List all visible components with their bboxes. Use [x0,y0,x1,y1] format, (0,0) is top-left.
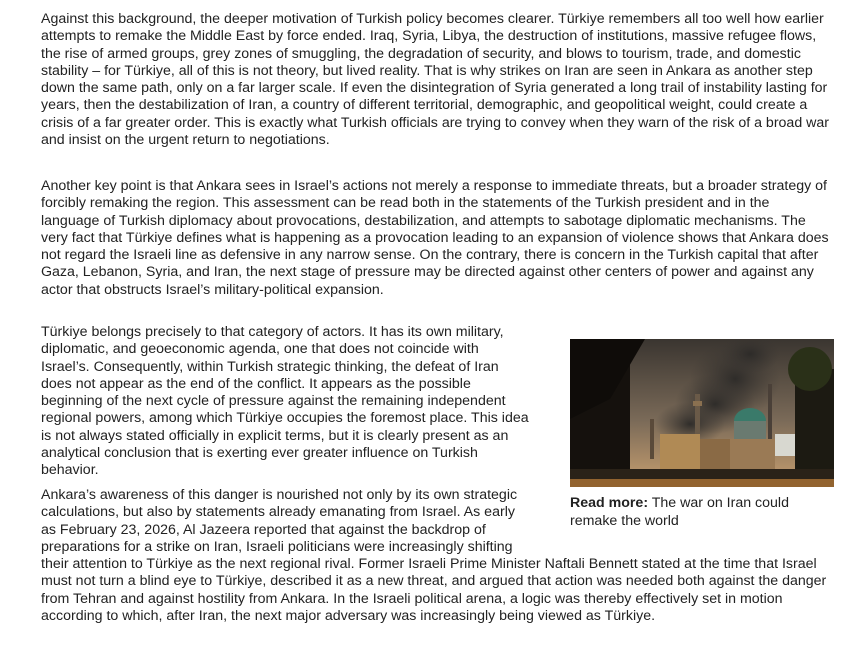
read-more-caption[interactable] [570,494,834,530]
paragraph: Against this background, the deeper motivation of Turkish policy becomes clearer. Türkiye remembers all too well how earlier attempts to remake the Middle East by force ended. Iraq, Syria, Libya, the destruction of institutions, massive refugee flows, the rise of armed groups, grey zones of smuggling, the degradation of security, and blows to tourism, trade, and domestic stability – for Türkiye, all of this is not theory, but lived reality. That is why strikes on Iran are seen in Ankara as another step down the same path, only on a far larger scale. If even the disintegration of Syria generated a long trail of instability lasting for years, then the destabilization of Iran, a country of different territorial, demographic, and geopolitical weight, could create a crisis of a far greater order. This is exactly what Turkish officials are trying to convey when they warn of the risk of a broad war and insist on the urgent return to negotiations. [41,11,830,149]
paragraph: Another key point is that Ankara sees in Israel’s actions not merely a response to immediate threats, but a broader strategy of forcibly remaking the region. This assessment can be read both in the statements of the Turkish president and in the language of Turkish diplomacy about provocations, destabilization, and attempts to sabotage diplomatic mechanisms. The very fact that Türkiye defines what is happening as a provocation leading to an expansion of violence shows that Ankara does not regard the Israeli line as defensive in any narrow sense. On the contrary, there is concern in the Turkish capital that after Gaza, Lebanon, Syria, and Iran, the next stage of pressure may be directed against other centers of power and against any actor that obstructs Israel’s military-political expansion. [41,178,829,298]
paragraph-part: Ankara’s awareness of this danger is nourished not only by its own strategic calculations, but also by statements already emanating from Israel. As early as February 23, 2026, Al Jazeera reported that against the backdrop of preparations for a strike on Iran, Israeli politicians were increasingly shifting [41,487,518,555]
read-more-label: Read more: [570,495,649,511]
read-more-link[interactable]: The war on Iran could remake the world [570,495,789,529]
paragraph: Türkiye belongs precisely to that category of actors. It has its own military, diplomatic, and geoeconomic agenda, one that does not coincide with Israel’s. Consequently, within Turkish strategic thinking, the defeat of Iran does not appear as the end of the conflict. It appears as the possible beginning of the next cycle of pressure against the remaining independent regional powers, among which Türkiye occupies the foremost place. This idea is not always stated officially in explicit terms, but it is clearly present as an analytical conclusion that is exerting ever greater influence on Turkish behavior. [41,324,529,479]
paragraph-part: their attention to Türkiye as the next regional rival. Former Israeli Prime Minister Naftali Bennett stated at the time that Israel must not turn a blind eye to Türkiye, described it as a new threat, and argued that action was needed both against the danger from Tehran and against hostility from Ankara. In the Israeli political arena, a logic was thereby effectively set in motion according to which, after Iran, the next major adversary was increasingly being viewed as Türkiye. [41,556,827,625]
read-more-card[interactable] [570,339,834,530]
article-photo[interactable] [570,339,834,487]
